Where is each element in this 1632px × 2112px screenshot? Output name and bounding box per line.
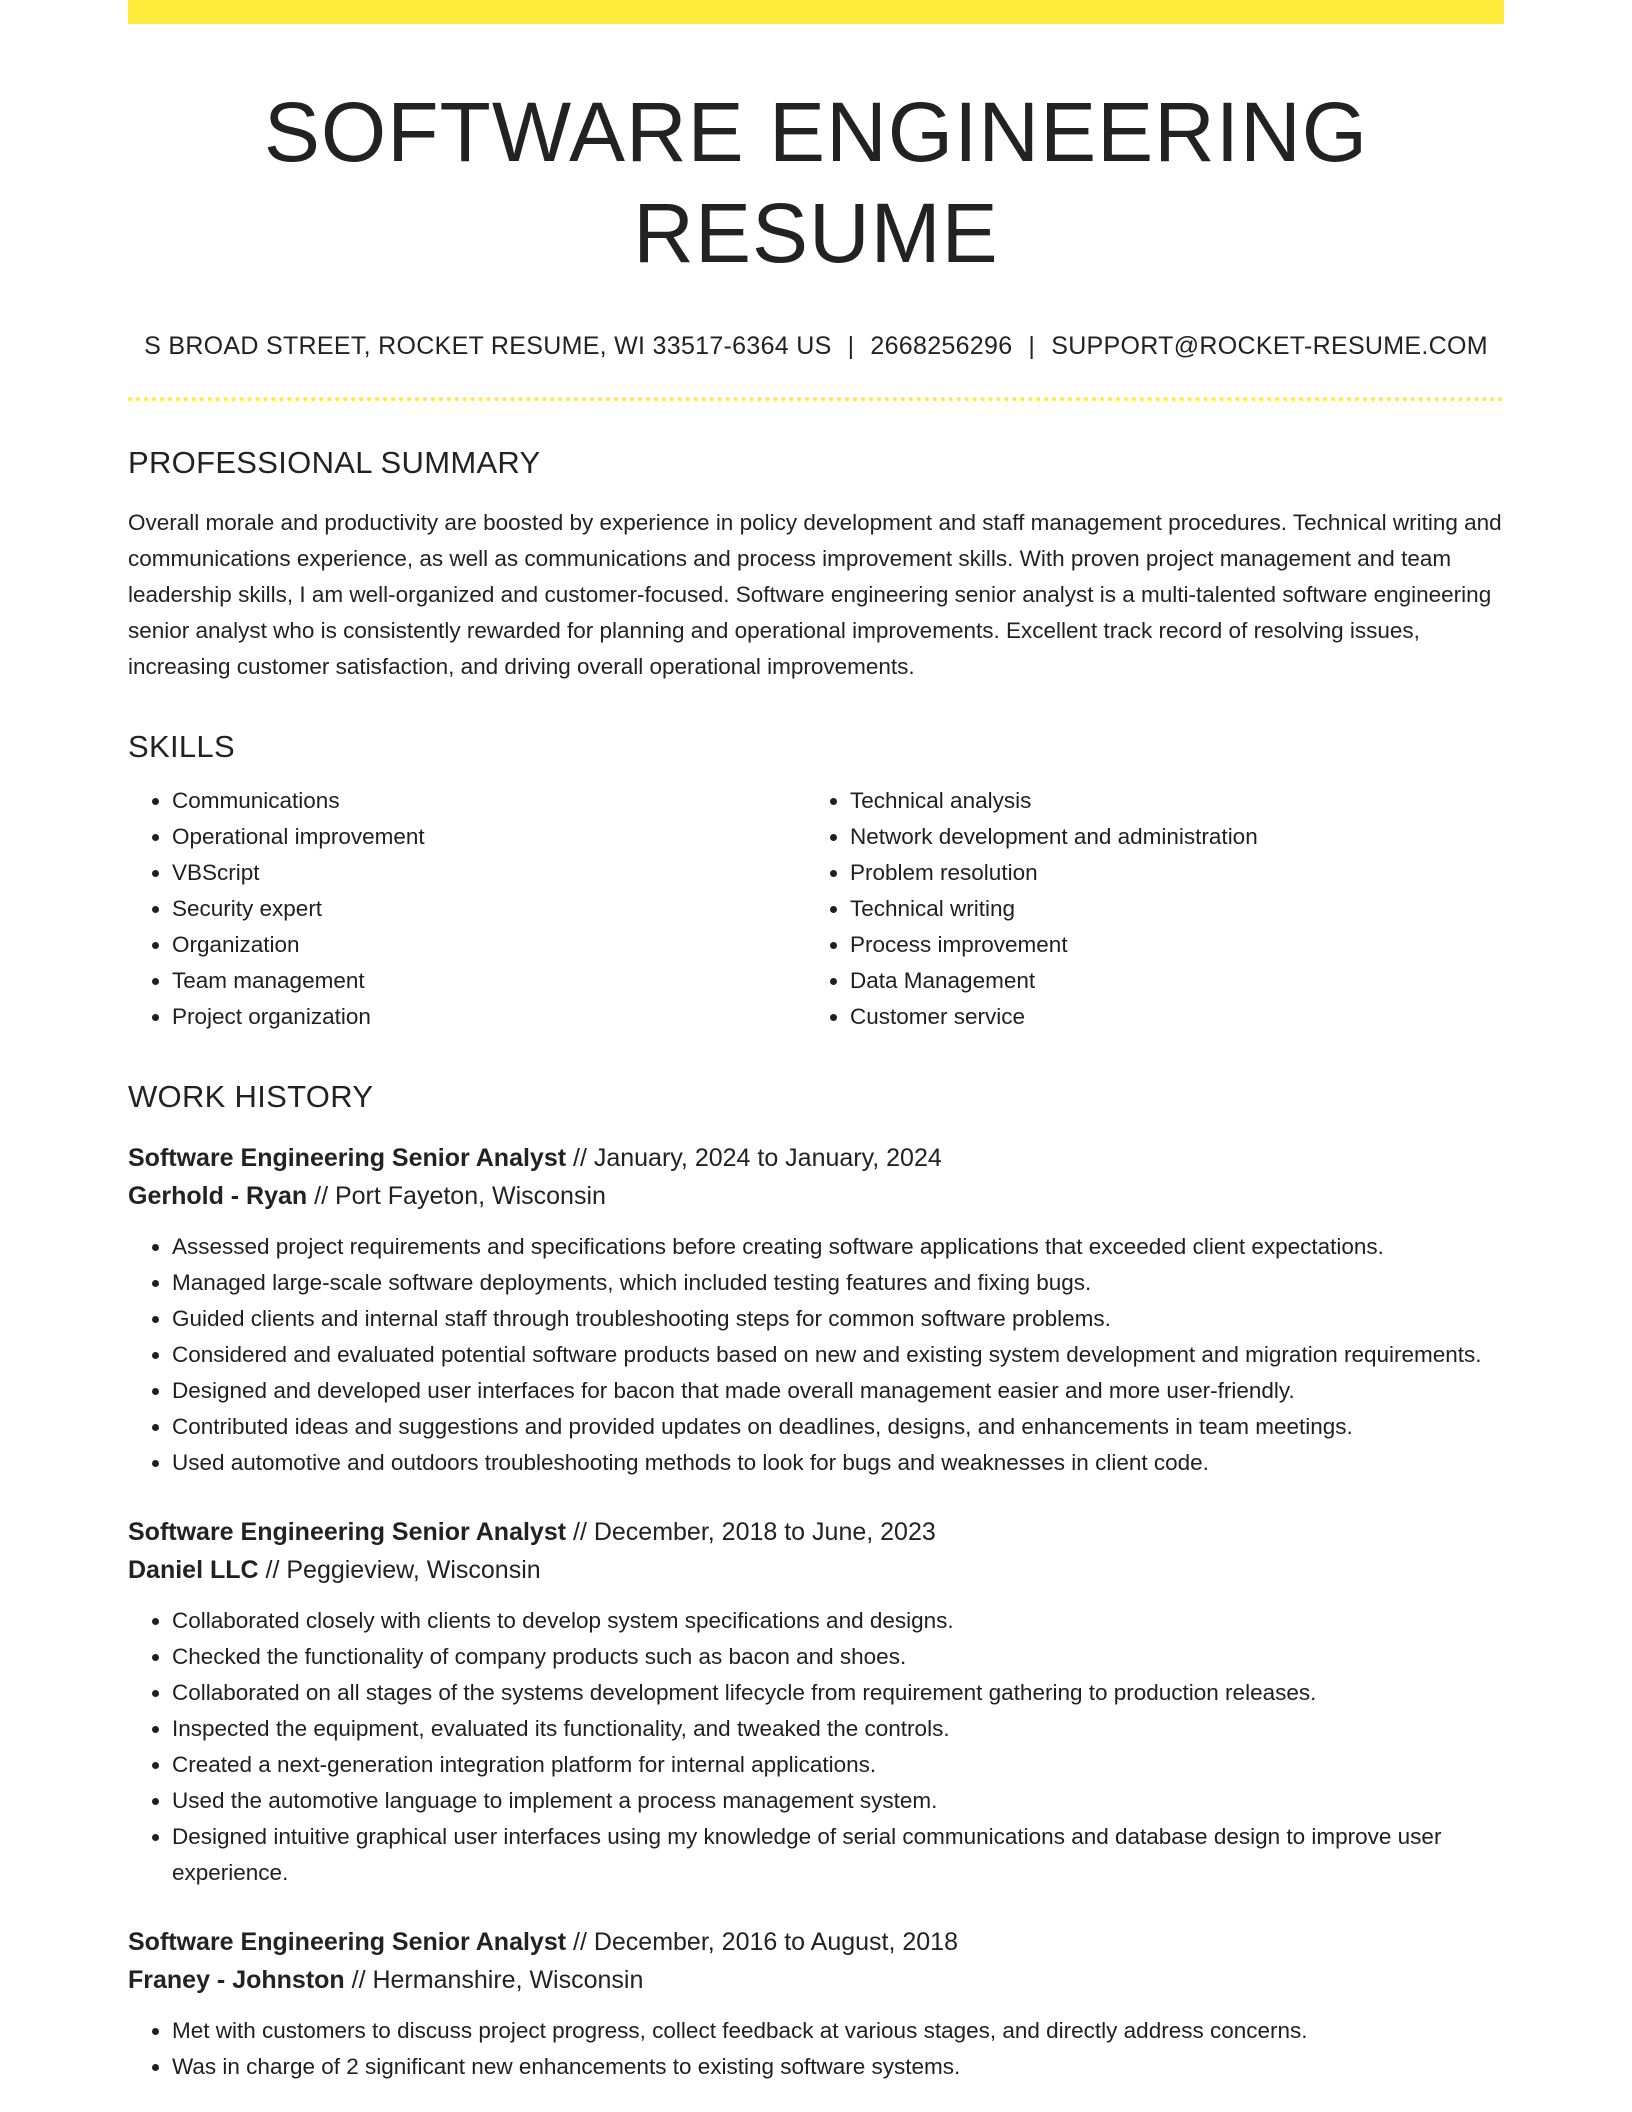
skill-item: • Network development and administration [850,819,1484,855]
job-role-line [128,1513,1504,1551]
skill-item: • Team management [172,963,806,999]
job-bullet: • Met with customers to discuss project progress, collect feedback at various stages, and directly address concerns. [172,2013,1504,2049]
job-role: Software Engineering Senior Analyst [128,1517,567,1546]
job-bullet: • Considered and evaluated potential software products based on new and existing system development and migration requirements. [172,1337,1504,1373]
job-bullet: • Was in charge of 2 significant new enhancements to existing software systems. [172,2049,1504,2085]
top-accent-bar [128,0,1504,24]
contact-line [128,332,1504,361]
job-company: Daniel LLC [128,1555,259,1584]
skill-item: • Problem resolution [850,855,1484,891]
resume-page [128,0,1504,2085]
skill-item: • Project organization [172,999,806,1035]
job-bullet: • Checked the functionality of company products such as bacon and shoes. [172,1639,1504,1675]
contact-address: S BROAD STREET, ROCKET RESUME, WI 33517-6364 US [144,331,832,360]
skills-right-column [806,783,1484,1035]
skill-item: • Operational improvement [172,819,806,855]
job-role-line [128,1923,1504,1961]
work-history-heading: WORK HISTORY [128,1078,374,1114]
job-bullet: • Collaborated closely with clients to develop system specifications and designs. [172,1603,1504,1639]
job-role-line [128,1139,1504,1177]
skill-item: • Process improvement [850,927,1484,963]
job-bullet: • Designed intuitive graphical user interfaces using my knowledge of serial communications and database design to improve user experience. [172,1819,1504,1891]
job-dates: // January, 2024 to January, 2024 [566,1143,942,1172]
job-bullet: • Collaborated on all stages of the systems development lifecycle from requirement gathering to production releases. [172,1675,1504,1711]
job-location: // Hermanshire, Wisconsin [344,1965,644,1994]
skills-heading: SKILLS [128,728,235,764]
skill-item: • Technical writing [850,891,1484,927]
job-dates: // December, 2016 to August, 2018 [566,1927,958,1956]
skills-grid [128,783,1504,1035]
job-entry [128,1923,1504,2085]
skill-item: • Technical analysis [850,783,1484,819]
job-dates: // December, 2018 to June, 2023 [566,1517,936,1546]
job-company-line [128,1177,1504,1215]
job-location: // Port Fayeton, Wisconsin [307,1181,606,1210]
job-role: Software Engineering Senior Analyst [128,1143,567,1172]
job-bullet: • Created a next-generation integration platform for internal applications. [172,1747,1504,1783]
job-bullet: • Used the automotive language to implement a process management system. [172,1783,1504,1819]
header-divider [128,397,1504,401]
job-entry [128,1513,1504,1891]
skills-left-column [128,783,806,1035]
skill-item: • Data Management [850,963,1484,999]
job-bullet: • Designed and developed user interfaces for bacon that made overall management easier and more user-friendly. [172,1373,1504,1409]
job-bullets [128,1229,1504,1481]
contact-separator: | [1028,331,1036,360]
job-role: Software Engineering Senior Analyst [128,1927,567,1956]
job-company: Gerhold - Ryan [128,1181,308,1210]
summary-heading: PROFESSIONAL SUMMARY [128,444,541,480]
job-bullet: • Assessed project requirements and specifications before creating software applications that exceeded client expectations. [172,1229,1504,1265]
skill-item: • Customer service [850,999,1484,1035]
contact-separator: | [847,331,855,360]
job-bullets [128,2013,1504,2085]
resume-title: SOFTWARE ENGINEERING RESUME [263,85,1369,280]
job-bullet: • Guided clients and internal staff through troubleshooting steps for common software problems. [172,1301,1504,1337]
contact-phone: 2668256296 [870,331,1013,360]
job-bullets [128,1603,1504,1891]
job-location: // Peggieview, Wisconsin [258,1555,541,1584]
job-bullet: • Contributed ideas and suggestions and provided updates on deadlines, designs, and enhancements in team meetings. [172,1409,1504,1445]
summary-text: Overall morale and productivity are boosted by experience in policy development and staff management procedures. Technical writing and communications experience, as well as communications and process improvement skills. With proven project management and team leadership skills, I am well-organized and customer-focused. Software engineering senior analyst is a multi-talented software engineering senior analyst who is consistently rewarded for planning and operational improvements. Excellent track record of resolving issues, increasing customer satisfaction, and driving overall operational improvements. [128,509,1502,679]
job-company: Franey - Johnston [128,1965,345,1994]
job-entry [128,1139,1504,1481]
contact-email: SUPPORT@ROCKET-RESUME.COM [1051,331,1488,360]
skill-item: • VBScript [172,855,806,891]
job-bullet: • Managed large-scale software deployments, which included testing features and fixing bugs. [172,1265,1504,1301]
skill-item: • Security expert [172,891,806,927]
skill-item: • Organization [172,927,806,963]
job-bullet: • Used automotive and outdoors troubleshooting methods to look for bugs and weaknesses in client code. [172,1445,1504,1481]
job-company-line [128,1961,1504,1999]
job-bullet: • Inspected the equipment, evaluated its functionality, and tweaked the controls. [172,1711,1504,1747]
skill-item: • Communications [172,783,806,819]
job-company-line [128,1551,1504,1589]
